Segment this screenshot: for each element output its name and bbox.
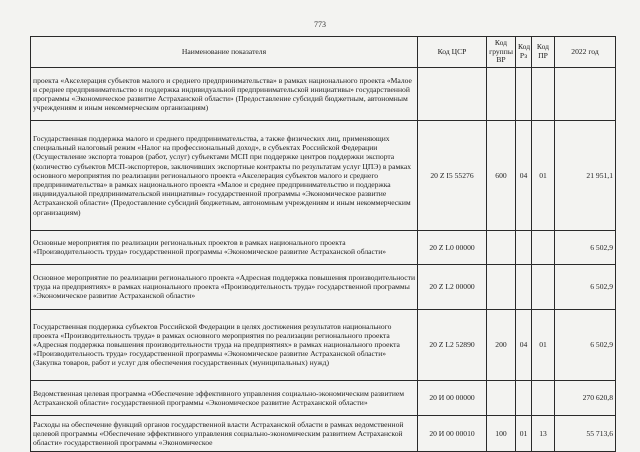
row-vr: 200 [487,309,516,380]
row-vr [487,230,516,265]
row-amount: 6 502,9 [555,230,616,265]
header-csr: Код ЦСР [418,37,487,68]
row-amount: 21 951,1 [555,121,616,230]
row-rz [516,230,532,265]
row-rz [516,265,532,310]
row-pr [532,265,555,310]
row-rz: 04 [516,309,532,380]
header-year: 2022 год [555,37,616,68]
row-name: Государственная поддержка субъектов Российской Федерации в целях достижения результатов национального проекта «Производительность труда» в рамках основного мероприятия по реализации регионального проекта «Адресная поддержка повышения производительности труда на предприятиях» в рамках национального проекта «Производительность труда» государственной программы «Экономическое развитие Астраханской области» (Закупка товаров, работ и услуг для обеспечения государственных (муниципальных) нужд) [31,309,418,380]
table-row [31,230,616,265]
row-csr: 20 Z L2 52890 [418,309,487,380]
page-number: 773 [314,20,326,29]
row-name: Основное мероприятие по реализации регионального проекта «Адресная поддержка повышения производительности труда на предприятиях» в рамках национального проекта «Производительность труда» государственной программы «Экономическое развитие Астраханской области» [31,265,418,310]
row-amount: 6 502,9 [555,265,616,310]
row-vr [487,265,516,310]
row-pr [532,380,555,416]
row-name: проекта «Акселерация субъектов малого и среднего предпринимательства» в рамках национального проекта «Малое и среднее предпринимательство и поддержка индивидуальной предпринимательской инициативы» государственной программы «Экономическое развитие Астраханской области» (Предоставление субсидий бюджетным, автономным учреждениям и иным некоммерческим организациям) [31,68,418,121]
row-name: Основные мероприятия по реализации региональных проектов в рамках национального проекта «Производительность труда» государственной программы «Экономическое развитие Астраханской области» [31,230,418,265]
table-row [31,380,616,416]
row-csr: 20 Z I5 55276 [418,121,487,230]
row-rz: 01 [516,416,532,452]
row-rz [516,380,532,416]
header-rz: Код Рз [516,37,532,68]
row-name: Государственная поддержка малого и среднего предпринимательства, а также физических лиц, применяющих специальный налоговый режим «Налог на профессиональный доход», в субъектах Российской Федерации (Осуществление экспорта товаров (работ, услуг) субъектами МСП при поддержке центров поддержки экспорта (количество субъектов МСП-экспортеров, заключивших экспортные контракты по результатам услуг ЦПЭ) в рамках основного мероприятия по реализации регионального проекта «Акселерация субъектов малого и среднего предпринимательства» в рамках национального проекта «Малое и среднее предпринимательство и поддержка индивидуальной предпринимательской инициативы» государственной программы «Экономическое развитие Астраханской области» (Предоставление субсидий бюджетным, автономным учреждениям и иным некоммерческим организациям) [31,121,418,230]
row-amount: 6 502,9 [555,309,616,380]
row-rz: 04 [516,121,532,230]
budget-table [30,36,616,452]
table-row [31,121,616,230]
row-vr: 600 [487,121,516,230]
table-row [31,416,616,452]
row-vr: 100 [487,416,516,452]
header-vr: Код группы ВР [487,37,516,68]
row-amount [555,68,616,121]
row-vr [487,68,516,121]
row-pr [532,230,555,265]
row-csr: 20 И 00 00000 [418,380,487,416]
table-row [31,68,616,121]
row-pr [532,68,555,121]
row-pr: 01 [532,121,555,230]
row-csr: 20 И 00 00010 [418,416,487,452]
row-amount: 270 620,8 [555,380,616,416]
row-amount: 55 713,6 [555,416,616,452]
row-name: Расходы на обеспечение функций органов государственной власти Астраханской области в рамках ведомственной целевой программы «Обеспечение эффективного управления социально-экономическим развитием Астраханской области» государственной программы «Экономическое [31,416,418,452]
row-rz [516,68,532,121]
header-name: Наименование показателя [31,37,418,68]
row-csr: 20 Z L2 00000 [418,265,487,310]
row-csr [418,68,487,121]
row-pr: 13 [532,416,555,452]
row-name: Ведомственная целевая программа «Обеспечение эффективного управления социально-экономическим развитием Астраханской области» государственной программы «Экономическое развитие Астраханской области» [31,380,418,416]
row-vr [487,380,516,416]
row-pr: 01 [532,309,555,380]
table-row [31,265,616,310]
header-pr: Код ПР [532,37,555,68]
table-header-row [31,37,616,68]
row-csr: 20 Z L0 00000 [418,230,487,265]
table-row [31,309,616,380]
